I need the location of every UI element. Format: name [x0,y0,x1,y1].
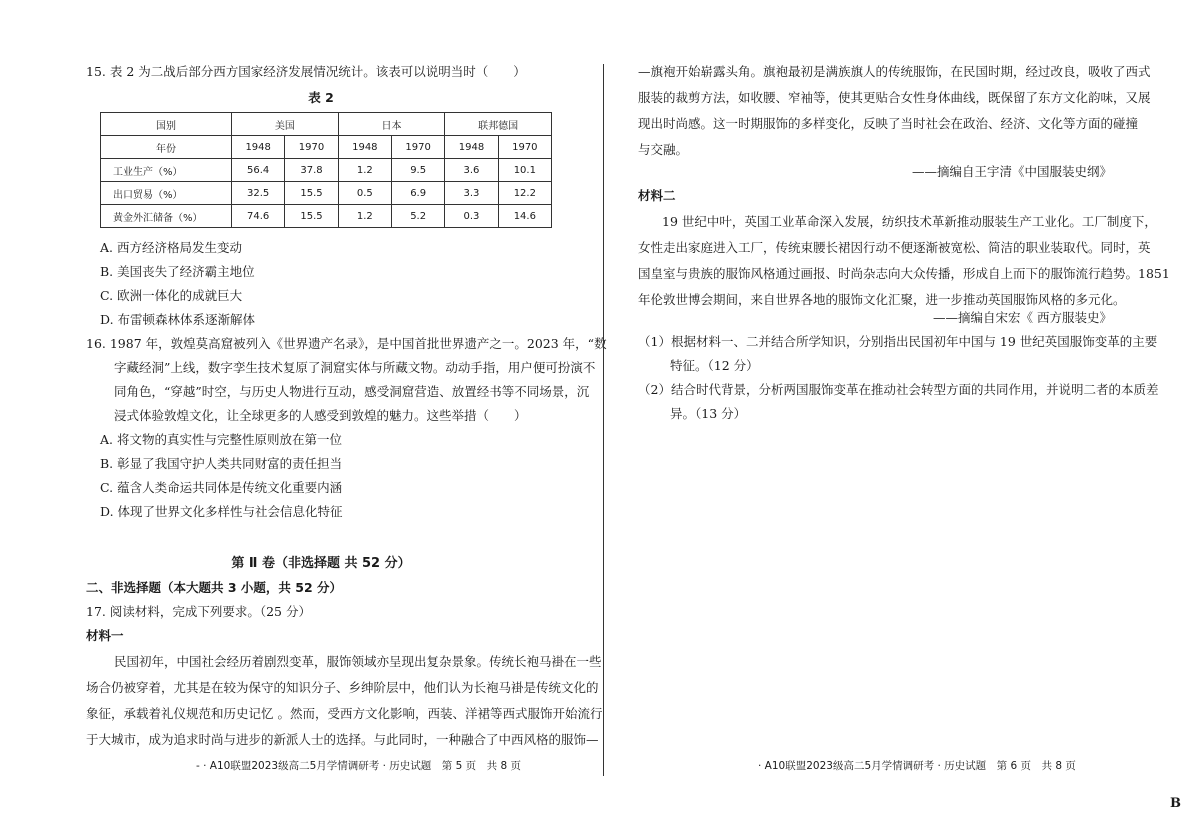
year-cell: 1948 [338,136,391,159]
table-cell: 12.2 [498,182,551,205]
header-cell: 美国 [232,113,339,136]
material1-cont-line: —旗袍开始崭露头角。旗袍最初是满族旗人的传统服饰，在民国时期，经过改良，吸收了西式 [638,64,1151,79]
material1-cont-line: 现出时尚感。这一时期服饰的多样变化，反映了当时社会在政治、经济、文化等方面的碰撞 [638,116,1139,131]
table-cell: 15.5 [285,205,338,228]
task-1-line: 特征。（12 分） [670,358,759,373]
table-cell: 6.9 [391,182,444,205]
table-cell: 56.4 [232,159,285,182]
left-page [86,0,607,824]
year-cell: 1948 [445,136,498,159]
header-cell: 日本 [338,113,445,136]
row-label: 黄金外汇储备（%） [101,205,232,228]
table-year-row [101,136,552,159]
q16-option-c: C. 蕴含人类命运共同体是传统文化重要内涵 [100,480,343,495]
table-cell: 1.2 [338,205,391,228]
row-label: 出口贸易（%） [101,182,232,205]
material1-line: 于大城市，成为追求时尚与进步的新派人士的选择。与此同时，一种融合了中西风格的服饰— [86,732,599,747]
material1-cont-line: 与交融。 [638,142,689,157]
source-citation-2: ——摘编自宋宏《 西方服装史》 [933,310,1112,325]
material2-line: 年伦敦世博会期间，来自世界各地的服饰文化汇聚，进一步推动英国服饰风格的多元化。 [638,292,1126,307]
year-cell: 1970 [498,136,551,159]
column-divider [603,64,604,776]
material1-line: 场合仍被穿着，尤其是在较为保守的知识分子、乡绅阶层中，他们认为长袍马褂是传统文化的 [86,680,599,695]
table-cell: 9.5 [391,159,444,182]
task-2-line: 异。（13 分） [670,406,747,421]
material1-cont-line: 服装的裁剪方法，如收腰、窄袖等，使其更贴合女性身体曲线，既保留了东方文化韵味，又展 [638,90,1151,105]
year-cell: 年份 [101,136,232,159]
q15-option-d: D. 布雷顿森林体系逐渐解体 [100,312,256,327]
q15-stem: 15. 表 2 为二战后部分西方国家经济发展情况统计。该表可以说明当时（ ） [86,64,526,79]
task-1-line: （1）根据材料一、二并结合所学知识，分别指出民国初年中国与 19 世纪英国服饰变革的主要 [638,334,1158,349]
q16-line: 字藏经洞”上线，数字孪生技术复原了洞窟实体与所藏文物。动动手指，用户便可扮演不 [114,360,596,375]
header-cell: 国别 [101,113,232,136]
source-citation-1: ——摘编自王宇清《中国服装史纲》 [911,164,1112,179]
table-cell: 3.6 [445,159,498,182]
year-cell: 1970 [391,136,444,159]
q16-line: 浸式体验敦煌文化，让全球更多的人感受到敦煌的魅力。这些举措（ ） [114,408,527,423]
header-cell: 联邦德国 [445,113,552,136]
section-title: 第 Ⅱ 卷（非选择题 共 52 分） [231,556,411,571]
material2-line: 国皇室与贵族的服饰风格通过画报、时尚杂志向大众传播，形成自上而下的服饰流行趋势。1851 [638,266,1170,281]
q15-option-c: C. 欧洲一体化的成就巨大 [100,288,243,303]
material1-line: 象征，承载着礼仪规范和历史记忆 。然而，受西方文化影响，西装、洋裙等西式服饰开始流行 [86,706,603,721]
table-title: 表 2 [308,90,334,105]
material2-title: 材料二 [638,188,676,203]
q16-option-a: A. 将文物的真实性与完整性原则放在第一位 [100,432,342,447]
q16-line: 16. 1987 年，敦煌莫高窟被列入《世界遗产名录》，是中国首批世界遗产之一。2023 年，“数 [86,336,607,351]
right-page [638,0,1170,824]
table-cell: 32.5 [232,182,285,205]
table-cell: 10.1 [498,159,551,182]
material2-line: 女性走出家庭进入工厂，传统束腰长裙因行动不便逐渐被宽松、简洁的职业装取代。同时，英 [638,240,1151,255]
table-cell: 37.8 [285,159,338,182]
table-row [101,182,552,205]
page-footer-left: - · A10联盟2023级高二5月学情调研考 · 历史试题 第 5 页 共 8 页 [196,760,521,772]
table-row [101,159,552,182]
table-cell: 0.5 [338,182,391,205]
corner-mark: B [1170,796,1181,811]
table-row [101,205,552,228]
q15-option-a: A. 西方经济格局发生变动 [100,240,242,255]
section-subtitle: 二、非选择题（本大题共 3 小题，共 52 分） [86,580,343,595]
q17-stem: 17. 阅读材料，完成下列要求。（25 分） [86,604,311,619]
table-cell: 14.6 [498,205,551,228]
q16-line: 同角色，“穿越”时空，与历史人物进行互动，感受洞窟营造、放置经书等不同场景，沉 [114,384,590,399]
q16-option-d: D. 体现了世界文化多样性与社会信息化特征 [100,504,343,519]
table-cell: 0.3 [445,205,498,228]
task-2-line: （2）结合时代背景，分析两国服饰变革在推动社会转型方面的共同作用，并说明二者的本质差 [638,382,1159,397]
table-cell: 74.6 [232,205,285,228]
q16-option-b: B. 彰显了我国守护人类共同财富的责任担当 [100,456,343,471]
year-cell: 1970 [285,136,338,159]
material2-line: 19 世纪中叶，英国工业革命深入发展，纺织技术革新推动服装生产工业化。工厂制度下， [662,214,1157,229]
stat-table [100,112,552,228]
table-cell: 3.3 [445,182,498,205]
q15-option-b: B. 美国丧失了经济霸主地位 [100,264,255,279]
page-footer-right: · A10联盟2023级高二5月学情调研考 · 历史试题 第 6 页 共 8 页 [758,760,1076,772]
material1-title: 材料一 [86,628,124,643]
year-cell: 1948 [232,136,285,159]
table-cell: 15.5 [285,182,338,205]
row-label: 工业生产（%） [101,159,232,182]
table-header-row [101,113,552,136]
table-cell: 5.2 [391,205,444,228]
table-cell: 1.2 [338,159,391,182]
material1-line: 民国初年，中国社会经历着剧烈变革，服饰领域亦呈现出复杂景象。传统长袍马褂在一些 [114,654,602,669]
